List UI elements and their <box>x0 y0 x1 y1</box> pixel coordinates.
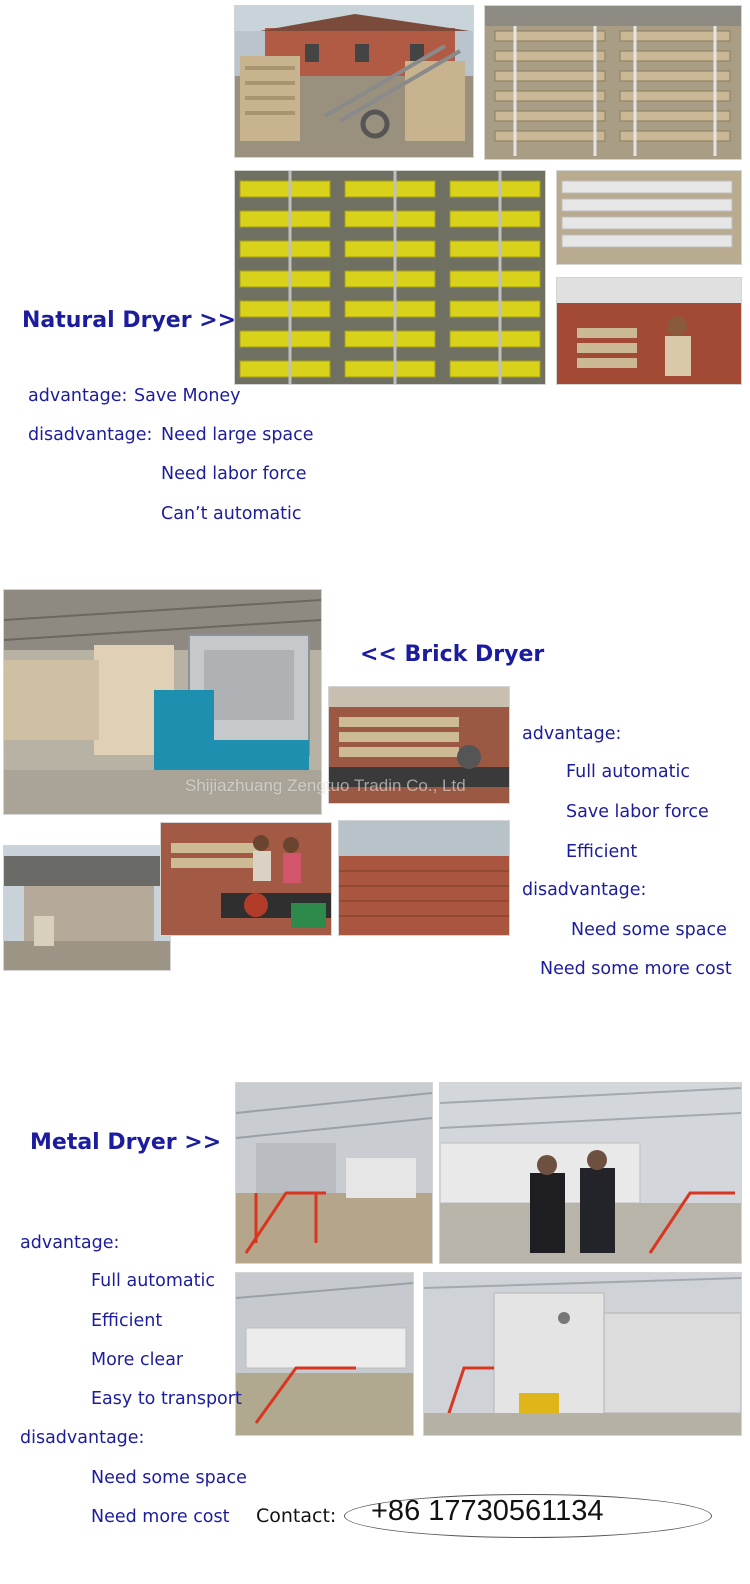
watermark-text: Shijiazhuang Zengtuo Tradin Co., Ltd <box>185 776 466 795</box>
photo-drying-racks-rows <box>484 5 742 160</box>
metal-advantage-item: More clear <box>91 1350 184 1370</box>
brick-advantage-item: Full automatic <box>566 762 690 782</box>
phone-number: +86 17730561134 <box>371 1495 604 1527</box>
brick-disadvantage-item: Need some space <box>571 920 727 940</box>
photo-white-trays-stack <box>556 170 742 265</box>
photo-wheelbarrow-trays <box>234 5 474 158</box>
metal-disadvantage-label: disadvantage: <box>20 1428 145 1448</box>
natural-advantage-value: Save Money <box>134 386 241 406</box>
metal-dryer-heading: Metal Dryer >> <box>30 1130 222 1155</box>
photo-metal-dryer-end <box>423 1272 742 1436</box>
photo-metal-dryer-line-1 <box>235 1082 433 1264</box>
brick-disadvantage-label: disadvantage: <box>522 880 647 900</box>
brick-advantage-item: Efficient <box>566 842 638 862</box>
photo-dryer-shed-exterior <box>3 845 171 971</box>
natural-disadvantage-label: disadvantage: <box>28 425 153 445</box>
brick-dryer-heading: << Brick Dryer <box>360 642 545 667</box>
natural-advantage-label: advantage: <box>28 386 128 406</box>
natural-dryer-heading: Natural Dryer >> <box>22 308 237 333</box>
natural-disadvantage-item: Need labor force <box>161 464 307 484</box>
metal-advantage-label: advantage: <box>20 1233 120 1253</box>
photo-metal-dryer-line-2 <box>235 1272 414 1436</box>
metal-advantage-item: Easy to transport <box>91 1389 242 1409</box>
photo-brick-tunnel <box>338 820 510 936</box>
brick-disadvantage-item: Need some more cost <box>540 959 732 979</box>
photo-metal-dryer-two-men <box>439 1082 742 1264</box>
metal-disadvantage-item: Need some space <box>91 1468 247 1488</box>
metal-advantage-item: Efficient <box>91 1311 163 1331</box>
photo-workers-conveyor <box>160 822 332 936</box>
natural-disadvantage-item: Can’t automatic <box>161 504 302 524</box>
brick-advantage-item: Save labor force <box>566 802 709 822</box>
photo-yellow-tray-racks <box>234 170 546 385</box>
metal-advantage-item: Full automatic <box>91 1271 215 1291</box>
contact-label: Contact: <box>256 1505 337 1527</box>
metal-disadvantage-item: Need more cost <box>91 1507 230 1527</box>
brick-advantage-label: advantage: <box>522 724 622 744</box>
photo-worker-stacking-trays <box>556 277 742 385</box>
natural-disadvantage-item: Need large space <box>161 425 314 445</box>
